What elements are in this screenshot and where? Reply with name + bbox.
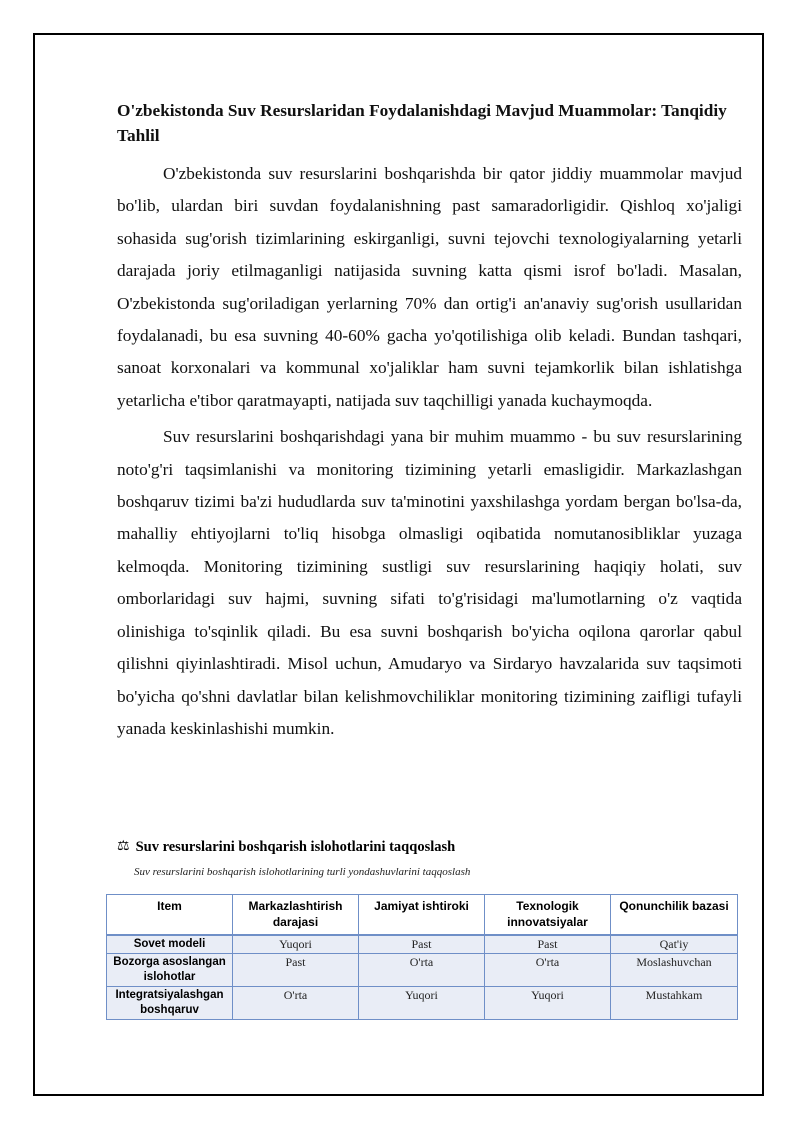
table-cell: Past	[359, 935, 485, 954]
table-cell: Yuqori	[233, 935, 359, 954]
table-row	[107, 986, 738, 1019]
comparison-table	[106, 894, 738, 1020]
table-cell: Moslashuvchan	[611, 953, 738, 986]
table-cell: O'rta	[233, 986, 359, 1019]
table-cell: Mustahkam	[611, 986, 738, 1019]
row-header: Integratsiyalashgan boshqaruv	[107, 986, 233, 1019]
table-cell: Qat'iy	[611, 935, 738, 954]
column-header: Qonunchilik bazasi	[611, 895, 738, 935]
comparison-section	[113, 836, 757, 1016]
table-cell: O'rta	[359, 953, 485, 986]
table-cell: O'rta	[485, 953, 611, 986]
table-header-row	[107, 895, 738, 935]
row-header: Bozorga asoslangan islohotlar	[107, 953, 233, 986]
row-header: Sovet modeli	[107, 935, 233, 954]
table-cell: Past	[485, 935, 611, 954]
column-header: Jamiyat ishtiroki	[359, 895, 485, 935]
document-title: O'zbekistonda Suv Resurslaridan Foydalanishdagi Mavjud Muammolar: Tanqidiy Tahlil	[117, 101, 727, 145]
table-cell: Past	[233, 953, 359, 986]
column-header: Texnologik innovatsiyalar	[485, 895, 611, 935]
table-row	[107, 935, 738, 954]
scale-icon: ⚖	[117, 839, 130, 854]
table-cell: Yuqori	[359, 986, 485, 1019]
comparison-heading-text: Suv resurslarini boshqarish islohotlarini taqqoslash	[135, 839, 456, 855]
table-cell: Yuqori	[485, 986, 611, 1019]
table-row	[107, 953, 738, 986]
table-caption: Suv resurslarini boshqarish islohotlarining turli yondashuvlarini taqqoslash	[134, 866, 471, 878]
comparison-heading	[117, 836, 757, 858]
document-body	[117, 98, 742, 749]
paragraph-2: Suv resurslarini boshqarishdagi yana bir muhim muammo - bu suv resurslarining noto'g'ri taqsimlanishi va monitoring tizimining yetarli emasligidir. Markazlashgan boshqaruv tizimi ba'zi hududlarda suv ta'minotini yaxshilashga yordam bergan bo'lsa-da, mahalliy ehtiyojlarni to'liq hisobga olmasligi oqibatida nomutanosibliklar yuzaga kelmoqda. Monitoring tizimining sustligi suv resurslarining haqiqiy holati, suv omborlaridagi suv hajmi, suvning sifati to'g'risidagi ma'lumotlarning o'z vaqtida olinishiga to'sqinlik qiladi. Bu esa suvni boshqarish bo'yicha oqilona qarorlar qabul qilishni qiyinlashtiradi. Misol uchun, Amudaryo va Sirdaryo havzalarida suv taqsimoti bo'yicha qo'shni davlatlar bilan kelishmovchiliklar monitoring tizimining zaifligi tufayli yanada keskinlashishi mumkin.	[117, 427, 742, 738]
column-header: Markazlashtirish darajasi	[233, 895, 359, 935]
column-header: Item	[107, 895, 233, 935]
paragraph-1: O'zbekistonda suv resurslarini boshqarishda bir qator jiddiy muammolar mavjud bo'lib, ulardan biri suvdan foydalanishning past samaradorligidir. Qishloq xo'jaligi sohasida sug'orish tizimlarining eskirganligi, suvni tejovchi texnologiyalarning yetarli darajada joriy etilmaganligi natijasida suvning katta qismi isrof bo'ladi. Masalan, O'zbekistonda sug'oriladigan yerlarning 70% dan ortig'i an'anaviy sug'orish usullaridan foydalanadi, bu esa suvning 40-60% gacha yo'qotilishiga olib keladi. Bundan tashqari, sanoat korxonalari va kommunal xo'jaliklar ham suvni tejamkorlik bilan ishlatishga yetarlicha e'tibor qaratmayapti, natijada suv taqchilligi yanada kuchaymoqda.	[117, 164, 742, 410]
